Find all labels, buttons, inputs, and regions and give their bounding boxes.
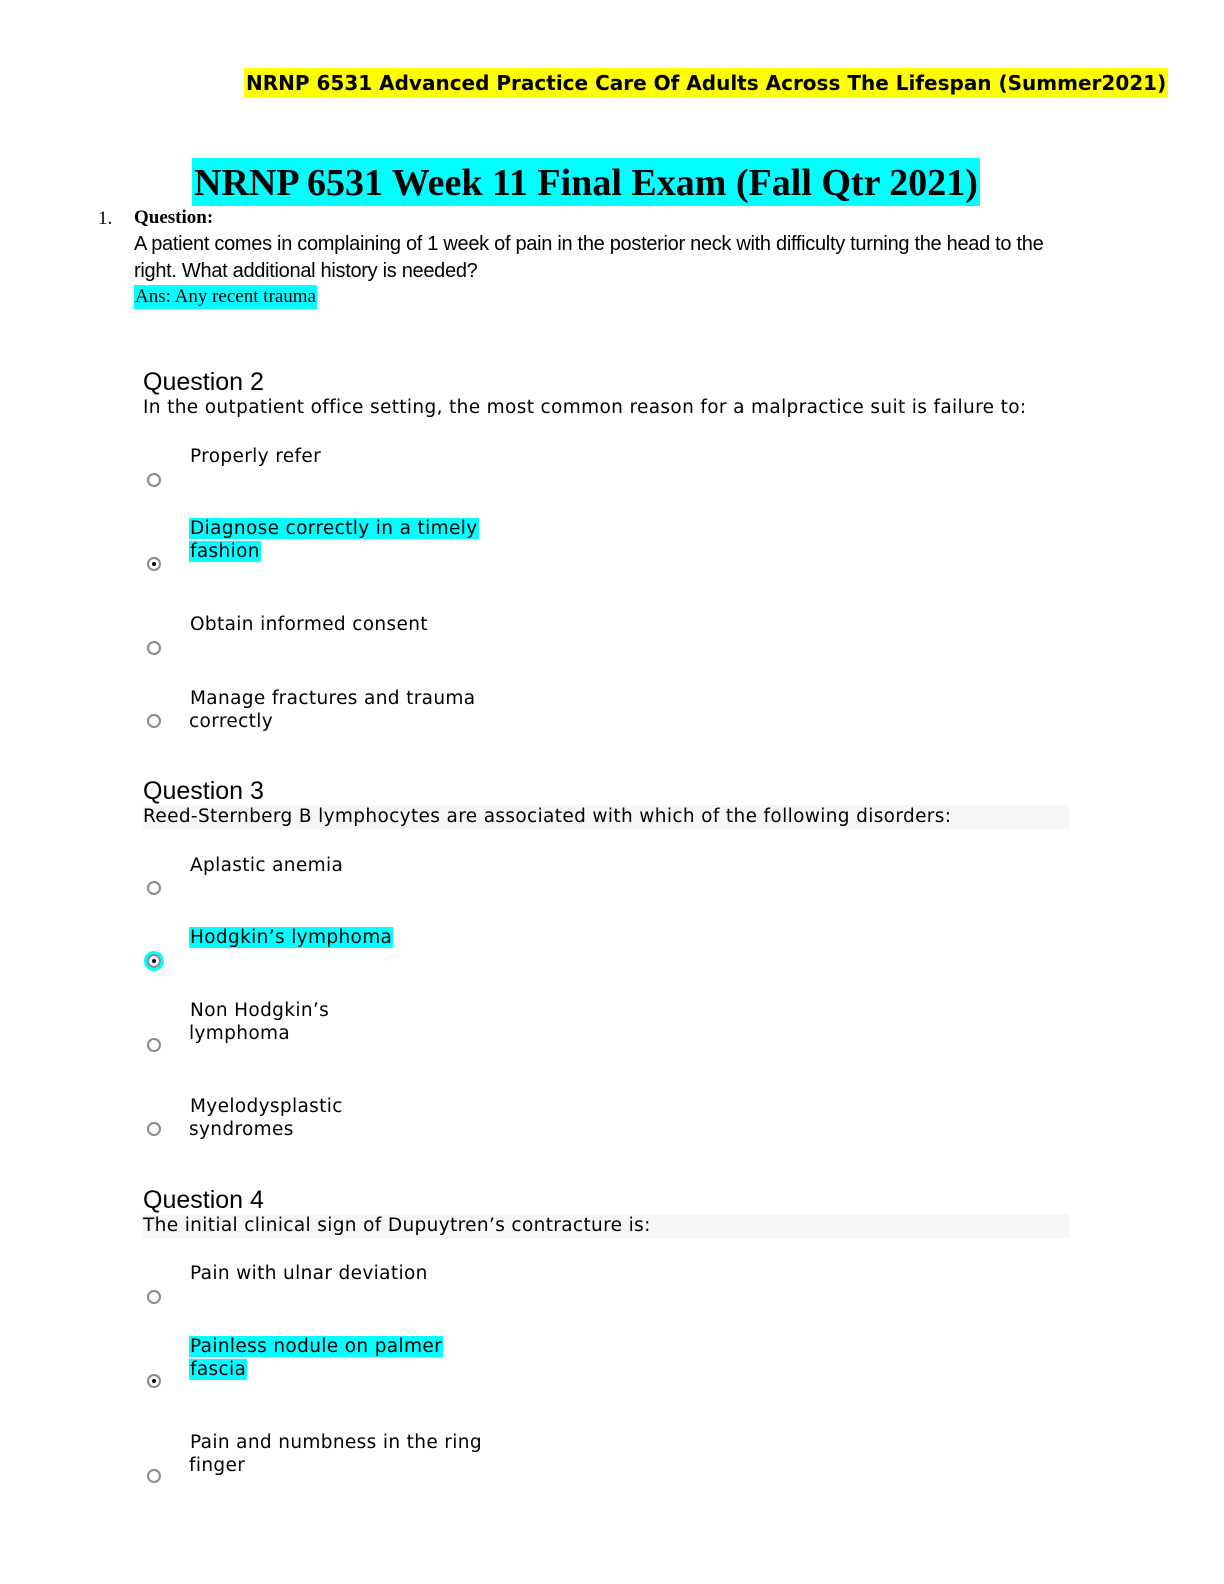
option-aplastic-anemia — [189, 854, 344, 877]
option-myelodysplastic — [189, 1095, 359, 1141]
question-3-heading: Question 3 — [143, 777, 264, 805]
radio-selected-dot — [152, 562, 156, 566]
radio-button[interactable] — [147, 1122, 161, 1136]
radio-selected-dot — [152, 959, 156, 963]
question-4-heading: Question 4 — [143, 1186, 264, 1214]
option-obtain-consent — [189, 613, 429, 636]
course-header: NRNP 6531 Advanced Practice Care Of Adults Across The Lifespan (Summer2021) — [244, 68, 1168, 98]
option-label: Aplastic anemia — [190, 855, 344, 876]
option-label: Myelodysplastic syndromes — [189, 1096, 343, 1140]
option-label: Pain and numbness in the ring finger — [189, 1432, 482, 1476]
radio-button[interactable] — [147, 641, 161, 655]
option-non-hodgkins — [189, 999, 349, 1045]
radio-button[interactable] — [147, 1469, 161, 1483]
question-4-prompt: The initial clinical sign of Dupuytren’s contracture is: — [143, 1214, 1069, 1238]
radio-button[interactable] — [147, 1290, 161, 1304]
option-pain-numbness — [189, 1431, 499, 1477]
radio-button-selected[interactable] — [147, 954, 161, 968]
option-label: Manage fractures and trauma correctly — [189, 688, 476, 732]
radio-button[interactable] — [147, 881, 161, 895]
question-3-prompt: Reed-Sternberg B lymphocytes are associated with which of the following disorders: — [143, 805, 1069, 829]
option-label: Obtain informed consent — [190, 614, 428, 635]
option-label: Painless nodule on palmer fascia — [190, 1336, 443, 1380]
option-label: Diagnose correctly in a timely fashion — [190, 518, 478, 562]
option-manage-fractures — [189, 687, 499, 733]
option-painless-nodule — [189, 1335, 459, 1381]
option-properly-refer — [189, 445, 322, 468]
radio-button[interactable] — [147, 714, 161, 728]
option-label: Non Hodgkin’s lymphoma — [189, 1000, 330, 1044]
radio-selected-dot — [152, 1379, 156, 1383]
option-pain-ulnar — [189, 1262, 429, 1285]
question-2-prompt: In the outpatient office setting, the most common reason for a malpractice suit is failure to: — [143, 397, 1027, 418]
radio-button-selected[interactable] — [147, 557, 161, 571]
question-1-text: A patient comes in complaining of 1 week of pain in the posterior neck with difficulty turning the head to the right. What additional history is needed? — [134, 233, 1044, 282]
option-label: Properly refer — [190, 446, 322, 467]
question-1-number: 1. — [98, 208, 113, 229]
option-label: Hodgkin’s lymphoma — [190, 927, 393, 948]
exam-title: NRNP 6531 Week 11 Final Exam (Fall Qtr 2021) — [192, 158, 980, 206]
radio-button[interactable] — [147, 1038, 161, 1052]
radio-button-selected[interactable] — [147, 1374, 161, 1388]
question-1-answer: Ans: Any recent trauma — [135, 286, 316, 307]
question-2-heading: Question 2 — [143, 368, 264, 396]
option-label: Pain with ulnar deviation — [190, 1263, 428, 1284]
option-diagnose-correctly — [189, 517, 489, 563]
question-1-label: Question: — [134, 207, 214, 228]
option-hodgkins-lymphoma — [189, 926, 393, 949]
radio-button[interactable] — [147, 473, 161, 487]
